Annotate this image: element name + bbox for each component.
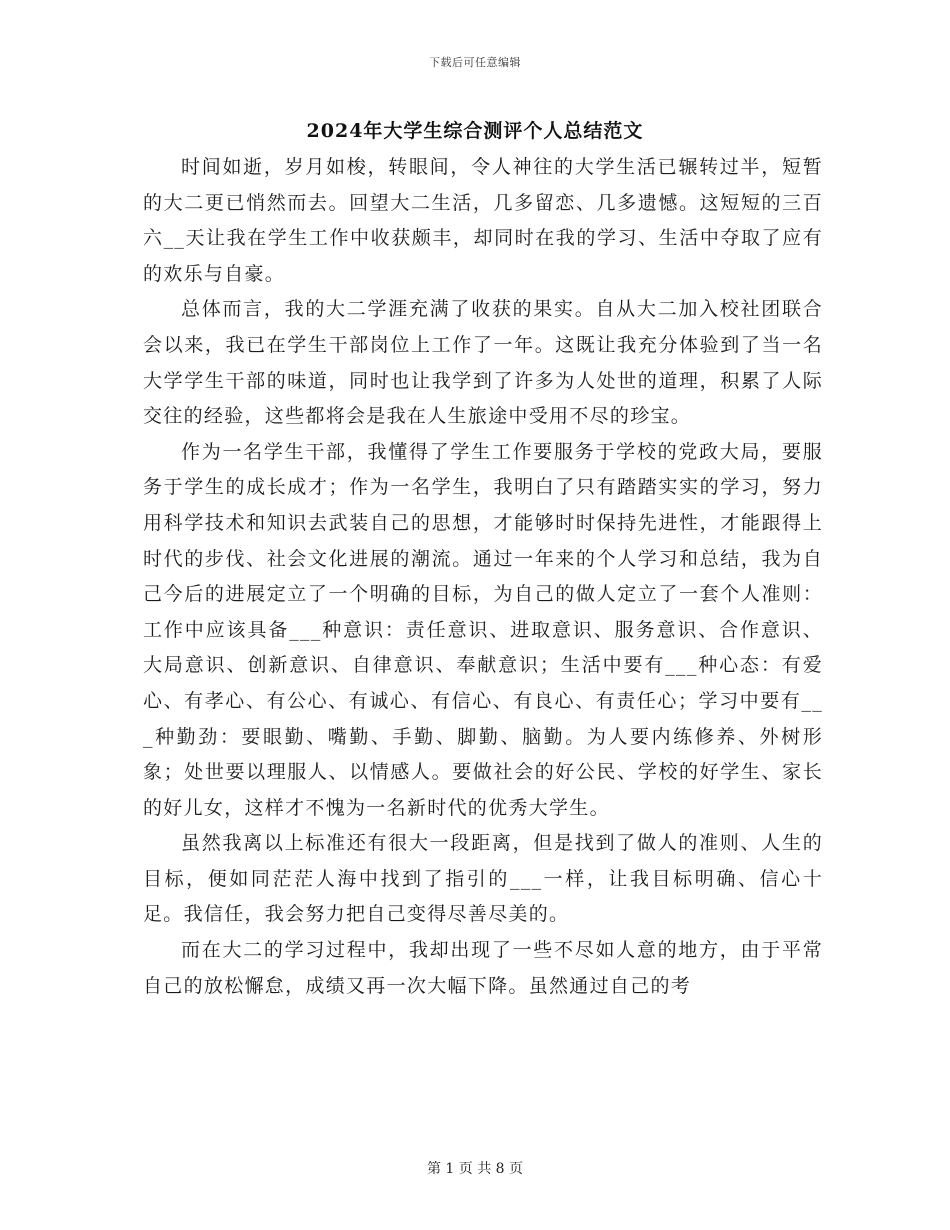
- paragraph: 虽然我离以上标准还有很大一段距离，但是找到了做人的准则、人生的目标，便如同茫茫人海中找到了指引的___一样，让我目标明确、信心十足。我信任，我会努力把自己变得尽善尽美的。: [143, 832, 823, 926]
- page-number-footer: 第 1 页 共 8 页: [426, 1161, 524, 1177]
- paragraph: 作为一名学生干部，我懂得了学生工作要服务于学校的党政大局，要服务于学生的成长成才；作为一名学生，我明白了只有踏踏实实的学习，努力用科学技术和知识去武装自己的思想，才能够时时保持先进性，才能跟得上时代的步伐、社会文化进展的潮流。通过一年来的个人学习和总结，我为自己今后的进展定立了一个明确的目标，为自己的做人定立了一套个人准则：工作中应该具备___种意识：责任意识、进取意识、服务意识、合作意识、大局意识、创新意识、自律意识、奉献意识；生活中要有___种心态：有爱心、有孝心、有公心、有诚心、有信心、有良心、有责任心；学习中要有___种勤劲：要眼勤、嘴勤、手勤、脚勤、脑勤。为人要内练修养、外树形象；处世要以理服人、以情感人。要做社会的好公民、学校的好学生、家长的好儿女，这样才不愧为一名新时代的优秀大学生。: [143, 440, 823, 819]
- document-body: [143, 150, 823, 1004]
- document-title: 2024年大学生综合测评个人总结范文: [306, 120, 644, 142]
- paragraph: 时间如逝，岁月如梭，转眼间，令人神往的大学生活已辗转过半，短暂的大二更已悄然而去。回望大二生活，几多留恋、几多遗憾。这短短的三百六__天让我在学生工作中收获颇丰，却同时在我的学习、生活中夺取了应有的欢乐与自豪。: [143, 156, 823, 285]
- paragraph: 总体而言，我的大二学涯充满了收获的果实。自从大二加入校社团联合会以来，我已在学生干部岗位上工作了一年。这既让我充分体验到了当一名大学学生干部的味道，同时也让我学到了许多为人处世的道理，积累了人际交往的经验，这些都将会是我在人生旅途中受用不尽的珍宝。: [143, 298, 823, 428]
- header-note: 下载后可任意编辑: [429, 56, 521, 69]
- paragraph: 而在大二的学习过程中，我却出现了一些不尽如人意的地方，由于平常自己的放松懈怠，成绩又再一次大幅下降。虽然通过自己的考: [143, 939, 823, 997]
